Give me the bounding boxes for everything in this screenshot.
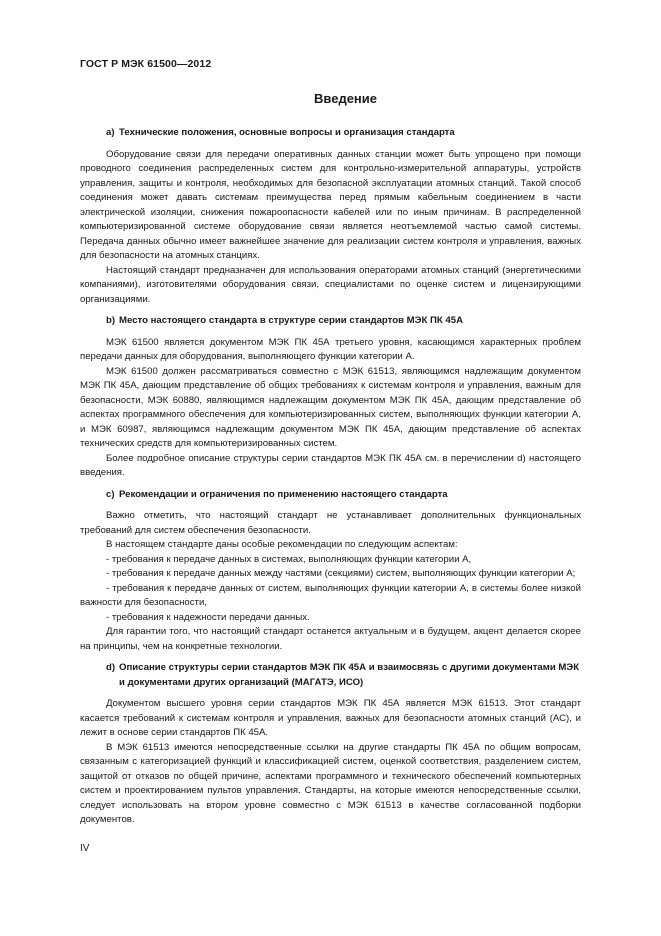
list-item: - требования к передаче данных в системах, выполняющих функции категории А, — [106, 553, 472, 565]
paragraph: МЭК 61500 должен рассматриваться совместно с МЭК 61513, являющимся надлежащим документом МЭК ПК 45А, дающим представление об общих требованиях к системам контроля и управления, важным для безопасности, МЭК 60880, являющимся надлежащим документом МЭК ПК 45А, дающим представление об аспектах программного обеспечения для компьютеризированных систем, выполняющих функции категории А, и МЭК 60987, являющимся надлежащим документом МЭК ПК 45А, дающим представление об аспектах технических средств для компьютеризированных систем. — [80, 365, 581, 449]
section-letter: b) — [106, 315, 116, 326]
section-heading-text: Рекомендации и ограничения по применению настоящего стандарта — [119, 488, 448, 500]
section-heading-d — [80, 661, 581, 690]
page-title: Введение — [314, 91, 377, 106]
section-letter: d) — [106, 662, 116, 673]
page-number: IV — [80, 843, 90, 854]
paragraph: МЭК 61500 является документом МЭК ПК 45А третьего уровня, касающимся характерных проблем передачи данных для оборудования, выполняющего функции категории А. — [80, 336, 581, 362]
paragraph: В МЭК 61513 имеются непосредственные ссылки на другие стандарты ПК 45А по общим вопросам, связанным с категоризацией функций и классификацией систем, оценкой соответствия, разделением систем, защитой от отказов по общей причине, аспектами программного и технического обеспечений компьютерных систем и проектированием пультов управления. Стандарты, на которые имеются непосредственные ссылки, следует использовать на втором уровне совместно с МЭК 61513 в качестве согласованной подборки документов. — [80, 741, 581, 825]
section-heading-text: Технические положения, основные вопросы и организация стандарта — [119, 127, 455, 138]
document-body — [80, 126, 581, 828]
paragraph: Настоящий стандарт предназначен для использования операторами атомных станций (энергетическими компаниями), изготовителями оборудования связи, специалистами по оценке систем и лицензирующими организациями. — [80, 264, 581, 305]
paragraph: Для гарантии того, что настоящий стандарт останется актуальным и в будущем, акцент делается скорее на принципы, чем на конкретные технологии. — [80, 626, 581, 652]
section-heading-text: Описание структуры серии стандартов МЭК ПК 45А и взаимосвязь с другими документами МЭК и документами других организаций (МАГАТЭ, ИСО) — [119, 662, 580, 688]
paragraph: Более подробное описание структуры серии стандартов МЭК ПК 45А см. в перечислении d) настоящего введения. — [80, 452, 581, 478]
standard-code: ГОСТ Р МЭК 61500—2012 — [80, 58, 212, 70]
section-letter: c) — [106, 488, 115, 500]
paragraph: В настоящем стандарте даны особые рекомендации по следующим аспектам: — [106, 539, 458, 550]
paragraph: Оборудование связи для передачи оперативных данных станции может быть упрощено при помощи проводного соединения распределенных систем для контрольно-измерительной аппаратуры, устройств управления, защиты и контроля, необходимых для безопасной эксплуатации атомных станций. Такой способ соединения может давать системам преимущества перед прямым кабельным соединением в части электрической изоляции, снижения пожароопасности кабелей или по иным причинам. В распределенной компьютеризированной системе оборудование связи является неотъемлемой частью самой системы. Передача данных обычно имеет важнейшее значение для реализации систем контроля и управления, важных для безопасности на атомных станциях. — [80, 148, 581, 261]
list-item: - требования к передаче данных от систем, выполняющих функции категории А, в системы более низкой важности для безопасности, — [80, 582, 581, 608]
list-item: - требования к передаче данных между частями (секциями) систем, выполняющих функции категории А; — [106, 568, 576, 579]
section-heading-c — [80, 488, 581, 503]
list-item: - требования к надежности передачи данных. — [106, 611, 310, 623]
section-letter: a) — [106, 127, 115, 138]
paragraph: Важно отметить, что настоящий стандарт не устанавливает дополнительных функциональных требований для систем обеспечения безопасности. — [80, 510, 581, 536]
paragraph: Документом высшего уровня серии стандартов МЭК ПК 45А является МЭК 61513. Этот стандарт касается требований к системам контроля и управления, важных для безопасности атомных станций (АС), и лежит в основе серии стандартов ПК 45А. — [80, 698, 581, 738]
section-heading-b — [80, 314, 581, 329]
section-heading-a — [80, 126, 581, 141]
section-heading-text: Место настоящего стандарта в структуре серии стандартов МЭК ПК 45А — [119, 315, 463, 326]
